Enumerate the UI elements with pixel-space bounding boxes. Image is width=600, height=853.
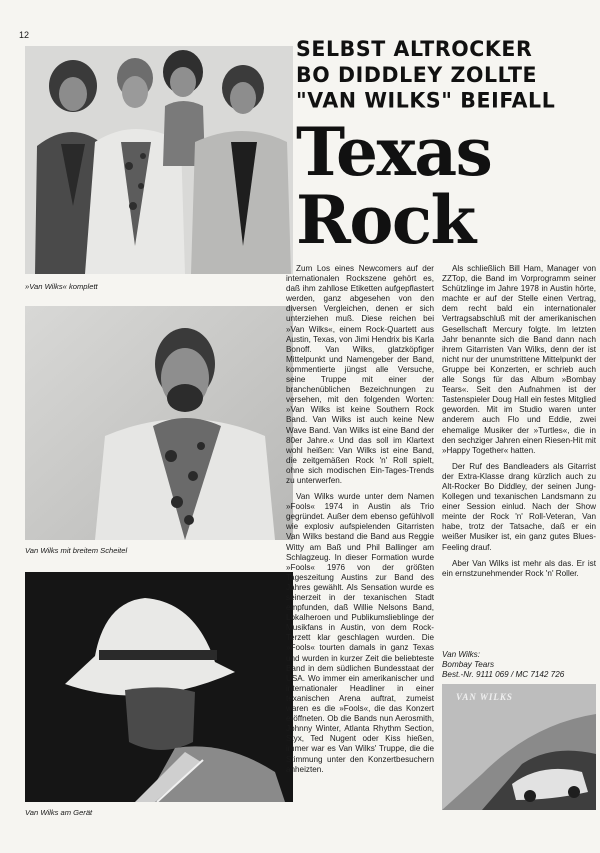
article-paragraph: Als schließlich Bill Ham, Manager von ZZTop, die Band im Vorprogramm seiner Schützlinge im Jahre 1978 in Austin hörte, machte er auf der Stelle einen Vertrag, dem recht bald ein internationaler Vertragsabschluß mit der amerikanischen Gesellschaft Mercury folgte. Im letzten Jahr benannte sich die Band dann nach ihrem Gitarristen Van Wilks, denn der ist nicht nur der unumstrittene Mittelpunkt der Gruppe bei Konzerten, er schrieb auch alle Songs für das Album »Bombay Tears«. Seit den Aufnahmen ist der Tastenspieler Doug Hall ein festes Mitglied geworden. Mit im Studio waren unter anderem auch Flo und Eddie, zwei ehemalige Musiker der »Turtles«, die in den sechziger Jahren einen Riesen-Hit mit »Happy Together« hatten. — [442, 264, 596, 455]
portrait-photo — [25, 306, 293, 540]
portrait-photo-caption: Van Wilks mit breitem Scheitel — [25, 546, 128, 555]
kicker-line: "VAN WILKS" BEIFALL — [296, 87, 556, 113]
title-line: Rock — [296, 181, 475, 259]
live-photo-caption: Van Wilks am Gerät — [25, 808, 93, 817]
live-photo-image — [25, 572, 293, 802]
page-number: 12 — [19, 30, 30, 40]
album-cover — [442, 684, 596, 810]
disc-album: Bombay Tears — [442, 660, 495, 670]
band-photo-image — [25, 46, 293, 274]
album-cover-title: VAN WILKS — [456, 692, 513, 702]
article-column-2 — [442, 264, 596, 585]
headline-kicker — [296, 36, 596, 113]
disc-catalog: Best.-Nr. 9111 069 / MC 7142 726 — [442, 670, 565, 680]
headline-title — [296, 113, 596, 259]
discography-info — [442, 650, 598, 680]
band-photo — [25, 46, 293, 274]
article-paragraph: Aber Van Wilks ist mehr als das. Er ist ein ernstzunehmender Rock 'n' Roller. — [442, 558, 596, 578]
title-line: Texas — [296, 113, 492, 191]
article-paragraph: Zum Los eines Newcomers auf der internationalen Rockszene gehört es, daß ihm zahllose Etiketten aufgepflastert werden, ganz abgesehen von den diversen Vergleichen, denen er sich unterziehen muß. Diese reichen bei »Van Wilks«, einem Rock-Quartett aus Austin, Texas, von Jimi Hendrix bis Karla Bonoff. Van Wilks, glatzköpfiger Mittelpunkt und Namengeber der Band, kommentierte jüngst alle Versuche, seine Truppe mit einer der branchenüblichen Bezeichnungen zu versehen, mit den folgenden Worten: »Van Wilks ist keine Southern Rock Band. Van Wilks ist auch keine New Wave Band. Van Wilks ist eine Band der 80er Jahre.« Und das soll im Klartext wohl heißen: Van Wilks ist eine Band, die zeitgemäßen Rock 'n' Roll spielt, ohne sich modischen Ein-Tages-Trends zu unterwerfen. — [286, 264, 434, 485]
article-paragraph: Der Ruf des Bandleaders als Gitarrist der Extra-Klasse drang kürzlich auch zu Alt-Rocker Bo Diddley, der seinen Jung-Kollegen und texanischen Landsmann zu einer Session einlud. Nach der Show meinte der Rock 'n' Roll-Veteran, Van habe, trotz der Tatsache, daß er ein weißer Musiker ist, ein ganz gutes Blues-Feeling drauf. — [442, 461, 596, 552]
kicker-line: SELBST ALTROCKER — [296, 36, 533, 62]
disc-artist: Van Wilks: — [442, 650, 481, 659]
portrait-photo-image — [25, 306, 293, 540]
live-photo — [25, 572, 293, 802]
album-cover-image — [442, 684, 596, 810]
band-photo-caption: »Van Wilks« komplett — [25, 282, 98, 291]
article-paragraph: Van Wilks wurde unter dem Namen »Fools« 1974 in Austin als Trio gegründet. Außer dem ebenso gefühlvoll wie explosiv aufspielenden Gitarristen Van Wilks bestand die Band aus Reggie Witty am Baß und Phil Ballinger am Schlagzeug. In dieser Formation wurde »Fools« 1976 von der größten Tageszeitung Austins zur Band des Jahres gewählt. Als Sensation wurde es seinerzeit in der texanischen Stadt empfunden, daß Willie Nelsons Band, Lokalheroen und Publikumslieblinge der Musikfans in Austin, von dem Rock-Terzett klar geschlagen wurden. Die »Fools« tourten damals in ganz Texas und wurden in kurzer Zeit die beliebteste Band in dem südlichen Bundesstaat der USA. Wo immer ein amerikanischer und internationaler Headliner in einer texanischen Arena auftrat, zumeist waren es die »Fools«, die das Konzert eröffneten. Ob die Bands nun Aerosmith, Johnny Winter, Atlanta Rhythm Section, Styx, Ted Nugent oder Kiss hießen, immer war es Van Wilks' Truppe, die die Stimmung unter den Konzertbesuchern anheizten. — [286, 492, 434, 774]
article-column-1 — [286, 264, 434, 781]
kicker-line: BO DIDDLEY ZOLLTE — [296, 61, 538, 87]
